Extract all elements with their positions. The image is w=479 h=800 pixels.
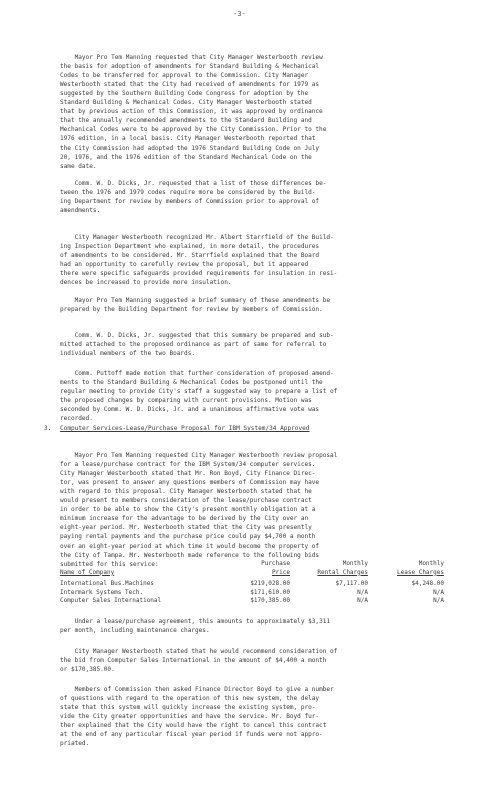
text-line: individual members of the two Boards.	[60, 350, 196, 358]
bids-header-row	[60, 569, 450, 578]
text-line: Mayor Pro Tem Manning requested that City Manager Westerbooth review	[74, 54, 323, 62]
text-line: City Manager Westerbooth recognized Mr. Albert Starrfield of the Build-	[74, 234, 334, 242]
table-row	[60, 597, 450, 606]
text-line: same date.	[60, 162, 97, 170]
table-row	[60, 589, 450, 598]
bids-header-top: Purchase	[261, 560, 290, 567]
table-cell: $170,385.00	[250, 597, 290, 605]
table-row	[60, 580, 450, 589]
item-title: Computer Services-Lease/Purchase Proposal for IBM System/34 Approved	[60, 425, 310, 432]
text-line: of questions with regard to the operation of this new system, the delay	[60, 695, 320, 703]
text-line: Standard Building & Mechanical Codes. City Manager Westerbooth stated	[60, 99, 312, 107]
text-line: 20, 1976, and the 1976 edition of the Standard Mechanical Code on the	[60, 153, 312, 161]
text-line: of amendments to be considered. Mr. Starrfield explained that the Board	[60, 252, 320, 260]
paragraph-computer-proposal	[60, 442, 446, 578]
text-line: state that this system will quickly increase the existing system, pro-	[60, 704, 316, 712]
text-line: the City Commission had adopted the 1976 Standard Building Code on July	[60, 144, 320, 152]
bids-header-top-row	[60, 560, 450, 569]
text-line: over an eight-year period at which time it would become the property of	[60, 542, 320, 550]
text-line: for a lease/purchase contract for the IBM System/34 computer services.	[60, 461, 316, 469]
text-line: the bid from Computer Sales International in the amount of $4,400 a month	[60, 657, 327, 665]
text-line: City Manager Westerbooth stated that he would recommend consideration of	[74, 648, 338, 656]
text-line: ments to the Standard Building & Mechanical Codes be postponed until the	[60, 379, 323, 387]
table-cell: $7,117.00	[335, 580, 368, 588]
table-cell: International Bus.Machines	[60, 580, 154, 588]
text-line: suggested by the Southern Building Code Congress for adoption by the	[60, 90, 309, 98]
text-line: amendments.	[60, 207, 101, 215]
text-line: Comm. Puttoff made motion that further consideration of proposed amend-	[74, 370, 334, 378]
table-cell: N/A	[433, 597, 444, 605]
text-line: Members of Commission then asked Finance Director Boyd to give a number	[74, 686, 334, 694]
bids-table	[60, 560, 450, 606]
bids-header: Rental Charges	[317, 568, 368, 576]
text-line: tor, was present to answer any questions members of Commission may have	[60, 479, 320, 487]
text-line: that by previous action of this Commission, it was approved by ordinance	[60, 108, 323, 116]
text-line: Mayor Pro Tem Manning requested City Manager Westerbooth review proposal	[74, 452, 338, 460]
text-line: Under a lease/purchase agreement, this amounts to approximately $3,311	[74, 618, 331, 626]
text-line: paying rental payments and the purchase price could pay $4,700 a month	[60, 533, 316, 541]
text-line: ing Department for review by members of Commission prior to approval of	[60, 198, 320, 206]
paragraph-finance-director	[60, 676, 446, 757]
bids-header-top	[60, 560, 212, 569]
table-cell: Intermark Systems Tech.	[60, 588, 144, 596]
bids-header-top: Monthly	[418, 560, 444, 567]
table-cell: Computer Sales International	[60, 597, 162, 605]
text-line: the proposed changes by comparing with current provisions. Motion was	[60, 397, 312, 405]
text-line: Codes to be transferred for approval to the Commission. City Manager	[60, 72, 309, 80]
text-line: priated.	[60, 740, 90, 748]
text-line: ther explained that the City would have the right to cancel this contract	[60, 722, 327, 730]
text-line: recorded.	[60, 415, 93, 423]
text-line: Westerbooth stated that the City had received of amendments for 1979 as	[60, 81, 320, 89]
text-line: Mechanical Codes were to be approved by the City Commission. Prior to the	[60, 126, 327, 134]
text-line: that the annually recommended amendments to the Standard Building and	[60, 117, 312, 125]
text-line: prepared by the Building Department for review by members of Commission.	[60, 306, 323, 314]
text-line: at the end of any particular fiscal year period if funds were not appro-	[60, 731, 323, 739]
text-line: submitted for this service:	[60, 560, 159, 568]
table-cell: $171,610.00	[250, 588, 290, 596]
text-line: vide the City greater opportunities and have the service. Mr. Boyd fur-	[60, 713, 320, 721]
text-line: mitted attached to the proposed ordinance as part of same for referral to	[60, 341, 327, 349]
table-cell: $219,028.00	[250, 580, 290, 588]
table-cell: N/A	[433, 588, 444, 596]
text-line: there were specific safeguards provided requirements for insulation in resi-	[60, 270, 338, 278]
item-number: 3.	[44, 425, 52, 432]
paragraph-building-codes	[60, 44, 446, 180]
text-line: Comm. W. D. Dicks, Jr. requested that a list of those differences be-	[74, 180, 327, 188]
paragraph-motion	[60, 360, 446, 432]
text-line: regular meeting to provide City's staff a suggested way to prepare a list of	[60, 388, 338, 396]
paragraph-dicks-request	[60, 170, 446, 224]
text-line: minimum increase for the advantage to be derived by the City over an	[60, 515, 309, 523]
text-line: eight-year period. Mr. Westerbooth stated that the City was presently	[60, 524, 312, 532]
text-line: would present to members consideration of the lease/purchase contract	[60, 497, 312, 505]
page-number: -3-	[233, 10, 246, 18]
text-line: tween the 1976 and 1979 codes require more be considered by the Build-	[60, 189, 316, 197]
text-line: with regard to this proposal. City Manager Westerbooth stated that he	[60, 488, 312, 496]
text-line: per month, including maintenance charges.	[60, 627, 210, 635]
bids-header: Name of Company	[60, 568, 115, 576]
text-line: Mayor Pro Tem Manning suggested a brief summary of these amendments be	[74, 297, 331, 305]
text-line: Comm. W. D. Dicks, Jr. suggested that this summary be prepared and sub-	[74, 332, 334, 340]
text-line: dences be increased to provide more insulation.	[60, 279, 232, 287]
text-line: the basis for adoption of amendments for Standard Building & Mechanical	[60, 63, 320, 71]
text-line: in order to be able to show the City's present monthly obligation at a	[60, 506, 316, 514]
text-line: or $170,385.00.	[60, 666, 115, 674]
paragraph-starrfield	[60, 224, 446, 296]
text-line: 1976 edition, in a local basis. City Manager Westerbooth reported that	[60, 135, 316, 143]
bids-header: Lease Charges	[397, 568, 444, 576]
text-line: seconded by Comm. W. D. Dicks, Jr. and a unanimous affirmative vote was	[60, 406, 320, 414]
text-line: City Manager Westerbooth stated that Mr. Ron Boyd, City Finance Direc-	[60, 470, 316, 478]
text-line: the City of Tampa. Mr. Westerbooth made reference to the following bids	[60, 551, 320, 559]
paragraph-summary-suggestion	[60, 287, 446, 323]
table-cell: N/A	[357, 597, 368, 605]
table-cell: $4,248.00	[411, 580, 444, 588]
bids-header: Price	[271, 568, 290, 576]
bids-header-top: Monthly	[342, 560, 368, 567]
text-line: ing Inspection Department who explained, in more detail, the procedures	[60, 243, 320, 251]
text-line: had an opportunity to carefully review the proposal, but it appeared	[60, 261, 309, 269]
table-cell: N/A	[357, 588, 368, 596]
